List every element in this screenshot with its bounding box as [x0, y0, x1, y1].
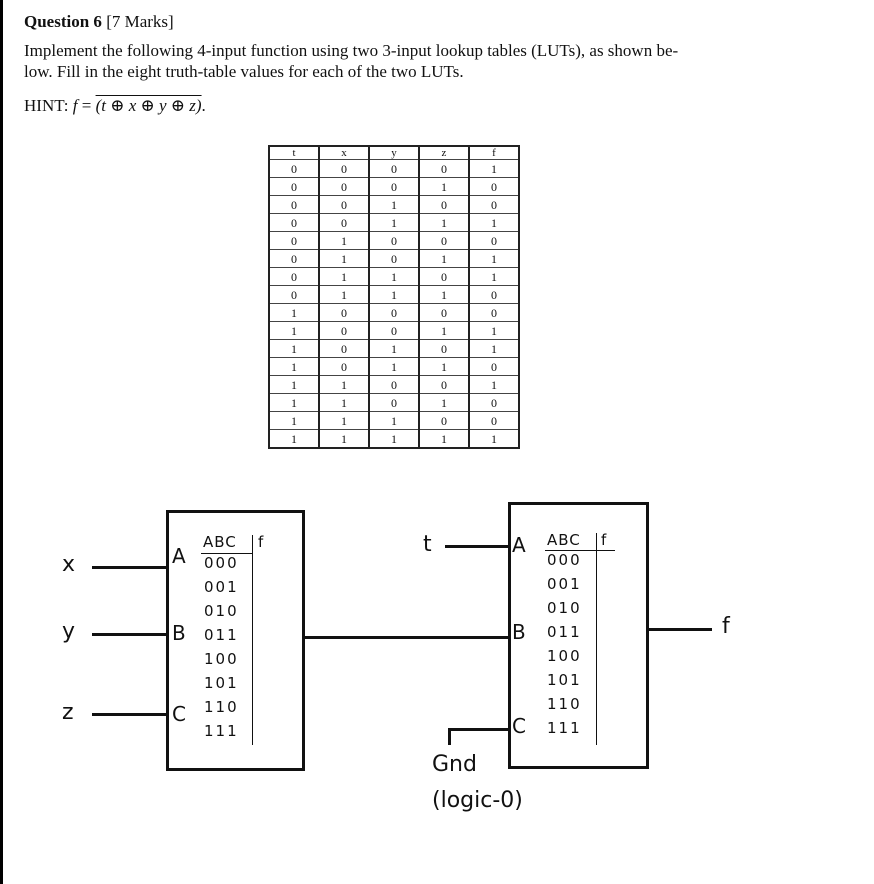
truth-table-cell: 1	[319, 394, 369, 412]
truth-table-cell: 0	[369, 178, 419, 196]
truth-table-cell: 0	[319, 214, 369, 232]
truth-table-cell: 0	[469, 412, 519, 430]
lut-2-pin-a: A	[512, 533, 526, 557]
truth-table-cell: 1	[469, 250, 519, 268]
wire-gnd-horizontal	[448, 728, 510, 731]
wire-z	[92, 713, 168, 716]
truth-table-row	[269, 376, 519, 394]
lut-2-row: 111	[547, 719, 582, 737]
truth-table-cell: 1	[369, 196, 419, 214]
page-left-border	[0, 0, 3, 884]
lut-2-row: 010	[547, 599, 582, 617]
truth-table-row	[269, 358, 519, 376]
truth-table-cell: 1	[469, 214, 519, 232]
lut-2-f-label: f	[601, 531, 608, 549]
question-title: Question 6	[24, 12, 102, 31]
wire-lut1-to-lut2	[302, 636, 510, 639]
truth-table-cell: 0	[269, 250, 319, 268]
truth-table-cell: 0	[319, 322, 369, 340]
truth-table-row	[269, 286, 519, 304]
truth-table-cell: 0	[369, 322, 419, 340]
lut-1-row: 101	[204, 674, 239, 692]
truth-table-cell: 1	[319, 412, 369, 430]
truth-table-row	[269, 394, 519, 412]
truth-table-cell: 1	[319, 376, 369, 394]
signal-z-label: z	[62, 700, 74, 725]
truth-table-cell: 0	[319, 340, 369, 358]
truth-table-cell: 0	[319, 196, 369, 214]
lut-1-row: 000	[204, 554, 239, 572]
truth-table-cell: 1	[419, 322, 469, 340]
truth-table-cell: 0	[269, 196, 319, 214]
truth-table-cell: 1	[319, 232, 369, 250]
gnd-note: (logic-0)	[432, 788, 523, 813]
wire-f	[646, 628, 712, 631]
lut-2-row: 001	[547, 575, 582, 593]
lut-2-row: 110	[547, 695, 582, 713]
truth-table-cell: 0	[269, 268, 319, 286]
truth-table-cell: 0	[269, 214, 319, 232]
lut-1-row: 010	[204, 602, 239, 620]
truth-table-cell: 1	[469, 376, 519, 394]
truth-table-cell: 0	[319, 358, 369, 376]
question-marks: [7 Marks]	[106, 12, 174, 31]
truth-table-header	[269, 146, 519, 160]
truth-table-cell: 0	[419, 268, 469, 286]
truth-table-cell: 0	[469, 196, 519, 214]
truth-table-cell: 1	[269, 322, 319, 340]
signal-f-label: f	[722, 614, 730, 639]
lut-1-row: 011	[204, 626, 239, 644]
truth-table-row	[269, 322, 519, 340]
signal-y-label: y	[62, 619, 76, 644]
truth-table-cell: 1	[319, 430, 369, 449]
lut-1-row: 100	[204, 650, 239, 668]
truth-table-row	[269, 340, 519, 358]
truth-table-cell: 1	[269, 304, 319, 322]
lut-1-f-label: f	[258, 533, 265, 551]
truth-table-cell: 0	[419, 304, 469, 322]
truth-table-cell: 1	[369, 214, 419, 232]
truth-table-cell: 1	[419, 394, 469, 412]
truth-table-cell: 1	[269, 340, 319, 358]
truth-table-cell: 1	[369, 340, 419, 358]
truth-table-cell: 1	[419, 214, 469, 232]
truth-table-body	[269, 160, 519, 449]
lut-1-header: ABC	[203, 533, 237, 551]
truth-table-cell: 0	[419, 340, 469, 358]
truth-table-cell: 0	[369, 394, 419, 412]
truth-table-cell: 0	[419, 376, 469, 394]
truth-table-cell: 1	[469, 322, 519, 340]
truth-table-cell: 1	[269, 358, 319, 376]
truth-table-cell: 1	[369, 268, 419, 286]
truth-table-cell: 1	[269, 412, 319, 430]
wire-x	[92, 566, 168, 569]
truth-table-row	[269, 178, 519, 196]
truth-table-header-cell: y	[369, 146, 419, 160]
truth-table-cell: 0	[469, 394, 519, 412]
lut-1-pin-b: B	[172, 621, 186, 645]
signal-x-label: x	[62, 552, 76, 577]
hint-end: .	[201, 96, 206, 115]
truth-table-row	[269, 268, 519, 286]
truth-table-cell: 0	[319, 178, 369, 196]
hint-f: f	[72, 96, 78, 115]
question-text	[24, 40, 824, 82]
wire-y	[92, 633, 168, 636]
truth-table-header-cell: x	[319, 146, 369, 160]
truth-table-cell: 0	[369, 160, 419, 178]
truth-table-cell: 1	[469, 160, 519, 178]
truth-table-cell: 0	[269, 160, 319, 178]
truth-table-cell: 1	[369, 430, 419, 449]
lut-1-row: 001	[204, 578, 239, 596]
signal-t-label: t	[423, 532, 432, 557]
truth-table-row	[269, 232, 519, 250]
truth-table-cell: 0	[469, 178, 519, 196]
truth-table-header-cell: t	[269, 146, 319, 160]
lut-2-header: ABC	[547, 531, 581, 549]
gnd-label: Gnd	[432, 752, 477, 777]
truth-table-cell: 1	[469, 340, 519, 358]
lut-1-pin-c: C	[172, 702, 186, 726]
truth-table-cell: 1	[419, 286, 469, 304]
question-line-1: Implement the following 4-input function using two 3-input lookup tables (LUTs), as shown be-	[24, 41, 679, 60]
hint-line	[24, 96, 206, 116]
truth-table-cell: 1	[369, 286, 419, 304]
truth-table-cell: 0	[419, 412, 469, 430]
truth-table-cell: 1	[369, 412, 419, 430]
truth-table-row	[269, 214, 519, 232]
wire-t	[445, 545, 510, 548]
truth-table-cell: 0	[369, 304, 419, 322]
truth-table-header-cell: z	[419, 146, 469, 160]
truth-table-cell: 1	[369, 358, 419, 376]
truth-table-cell: 0	[469, 358, 519, 376]
truth-table-cell: 1	[469, 430, 519, 449]
truth-table-row	[269, 250, 519, 268]
truth-table-cell: 1	[419, 430, 469, 449]
hint-expression: (t ⊕ x ⊕ y ⊕ z)	[95, 96, 202, 115]
lut-2-row: 011	[547, 623, 582, 641]
truth-table-cell: 1	[419, 178, 469, 196]
truth-table-cell: 0	[469, 232, 519, 250]
truth-table-cell: 0	[369, 376, 419, 394]
truth-table-cell: 1	[269, 376, 319, 394]
lut-1-column-rule	[252, 535, 253, 745]
truth-table-row	[269, 304, 519, 322]
lut-2-pin-b: B	[512, 620, 526, 644]
truth-table-cell: 1	[269, 394, 319, 412]
truth-table	[268, 145, 520, 449]
truth-table-cell: 0	[419, 232, 469, 250]
truth-table-row	[269, 160, 519, 178]
truth-table-cell: 1	[319, 286, 369, 304]
truth-table-cell: 0	[469, 304, 519, 322]
hint-eq: =	[77, 96, 96, 115]
question-heading	[24, 12, 174, 32]
truth-table-cell: 1	[419, 250, 469, 268]
question-line-2: low. Fill in the eight truth-table values for each of the two LUTs.	[24, 62, 464, 81]
truth-table-cell: 1	[419, 358, 469, 376]
truth-table-cell: 0	[319, 304, 369, 322]
truth-table-cell: 0	[419, 160, 469, 178]
truth-table-cell: 1	[319, 268, 369, 286]
truth-table-cell: 1	[269, 430, 319, 449]
lut-1-row: 111	[204, 722, 239, 740]
truth-table-cell: 0	[269, 232, 319, 250]
truth-table-cell: 1	[469, 268, 519, 286]
lut-1-row: 110	[204, 698, 239, 716]
lut-2-column-rule	[596, 533, 597, 745]
lut-2-row: 101	[547, 671, 582, 689]
truth-table-cell: 0	[269, 286, 319, 304]
truth-table-row	[269, 430, 519, 449]
truth-table-cell: 0	[319, 160, 369, 178]
lut-2-row: 100	[547, 647, 582, 665]
truth-table-cell: 0	[369, 232, 419, 250]
lut-2-pin-c: C	[512, 714, 526, 738]
hint-label: HINT:	[24, 96, 73, 115]
wire-gnd-vertical	[448, 728, 451, 745]
truth-table-cell: 0	[469, 286, 519, 304]
truth-table-cell: 1	[319, 250, 369, 268]
lut-2-row: 000	[547, 551, 582, 569]
truth-table-row	[269, 412, 519, 430]
truth-table-cell: 0	[369, 250, 419, 268]
lut-1-pin-a: A	[172, 544, 186, 568]
truth-table-row	[269, 196, 519, 214]
truth-table-cell: 0	[269, 178, 319, 196]
truth-table-cell: 0	[419, 196, 469, 214]
truth-table-header-cell: f	[469, 146, 519, 160]
